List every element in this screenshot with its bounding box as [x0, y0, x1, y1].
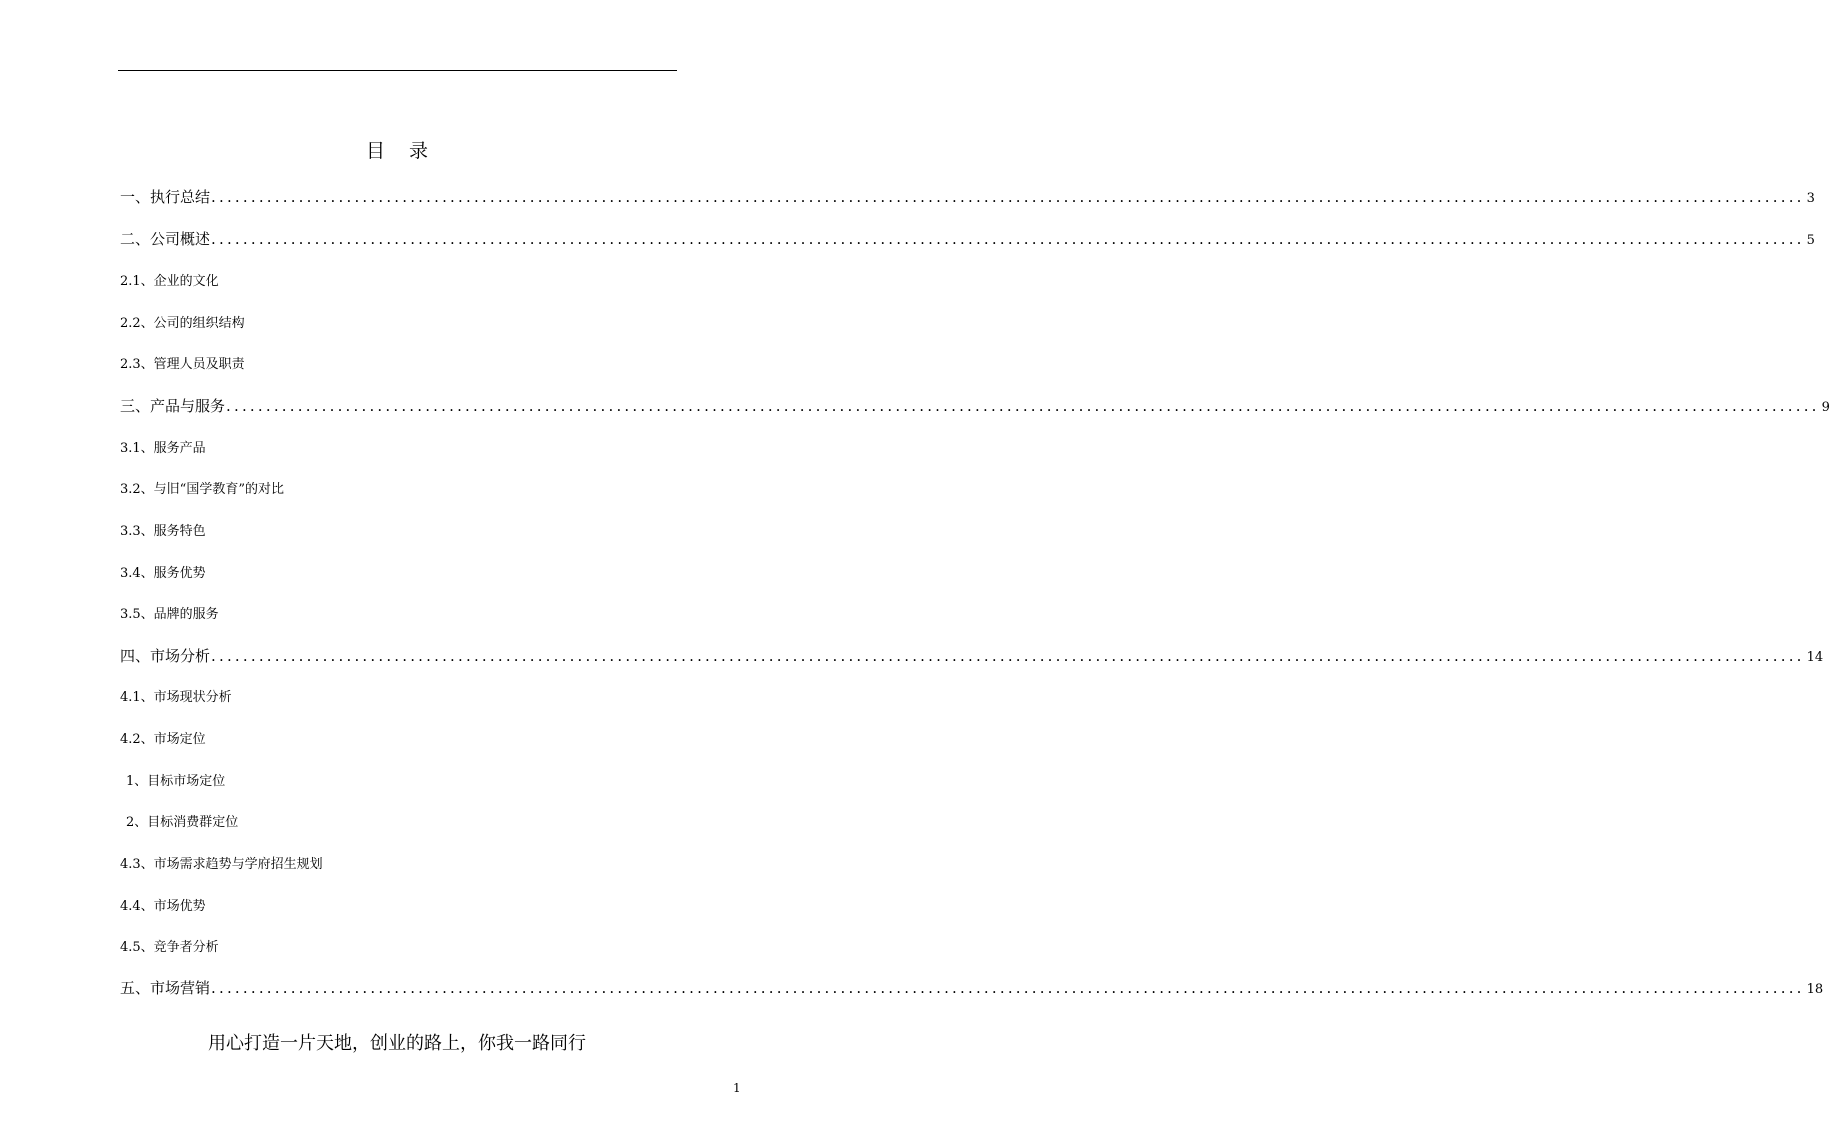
- toc-entry-main[interactable]: [120, 228, 1815, 249]
- toc-entry-sub[interactable]: 3.4、服务优势: [120, 566, 206, 581]
- toc-entry-page: 14: [1806, 650, 1824, 665]
- toc-title-part-1: 目: [365, 140, 385, 162]
- toc-entry-sub[interactable]: 3.2、与旧“国学教育”的对比: [120, 482, 284, 497]
- toc-entry-sub[interactable]: 3.3、服务特色: [120, 524, 206, 539]
- toc-entry-sub[interactable]: 2.1、企业的文化: [120, 274, 219, 289]
- page-number: 1: [733, 1081, 741, 1095]
- toc-entry-label: 一、执行总结: [120, 188, 211, 206]
- toc-leader-dots: ........................................................................................................................................................................................................: [211, 188, 1805, 206]
- toc-entry-sub[interactable]: 4.3、市场需求趋势与学府招生规划: [120, 857, 323, 872]
- header-rule: [118, 70, 677, 71]
- toc-entry-page: 9: [1821, 400, 1830, 415]
- toc-leader-dots: ........................................................................................................................................................................................................: [211, 230, 1805, 248]
- toc-entry-sub[interactable]: 4.5、竞争者分析: [120, 940, 219, 955]
- toc-entry-sub[interactable]: 2、目标消费群定位: [126, 815, 239, 830]
- toc-leader-dots: ........................................................................................................................................................................................................: [211, 647, 1805, 665]
- toc-entry-sub[interactable]: 4.1、市场现状分析: [120, 690, 232, 705]
- toc-leader-dots: ........................................................................................................................................................................................................: [226, 397, 1820, 415]
- toc-entry-sub[interactable]: 2.3、管理人员及职责: [120, 357, 245, 372]
- toc-entry-sub[interactable]: 1、目标市场定位: [126, 774, 226, 789]
- toc-entry-page: 3: [1806, 191, 1815, 206]
- toc-entry-main[interactable]: [120, 186, 1815, 207]
- toc-entry-sub[interactable]: 4.4、市场优势: [120, 899, 206, 914]
- toc-entry-main[interactable]: [120, 395, 1830, 416]
- toc-entry-main[interactable]: [120, 977, 1824, 998]
- toc-entry-sub[interactable]: 4.2、市场定位: [120, 732, 206, 747]
- toc-entry-main[interactable]: [120, 645, 1824, 666]
- toc-entry-label: 四、市场分析: [120, 647, 211, 665]
- toc-entry-sub[interactable]: 2.2、公司的组织结构: [120, 316, 245, 331]
- toc-title-part-2: 录: [409, 140, 429, 162]
- footer-slogan: 用心打造一片天地，创业的路上，你我一路同行: [208, 1033, 586, 1054]
- toc-entry-page: 5: [1806, 233, 1815, 248]
- toc-entry-sub[interactable]: 3.5、品牌的服务: [120, 607, 219, 622]
- toc-entry-label: 二、公司概述: [120, 230, 211, 248]
- toc-leader-dots: ........................................................................................................................................................................................................: [211, 979, 1805, 997]
- toc-title: [0, 136, 794, 163]
- toc-entry-label: 五、市场营销: [120, 979, 211, 997]
- toc-entry-sub[interactable]: 3.1、服务产品: [120, 441, 206, 456]
- toc-entry-label: 三、产品与服务: [120, 397, 226, 415]
- toc-entry-page: 18: [1806, 982, 1824, 997]
